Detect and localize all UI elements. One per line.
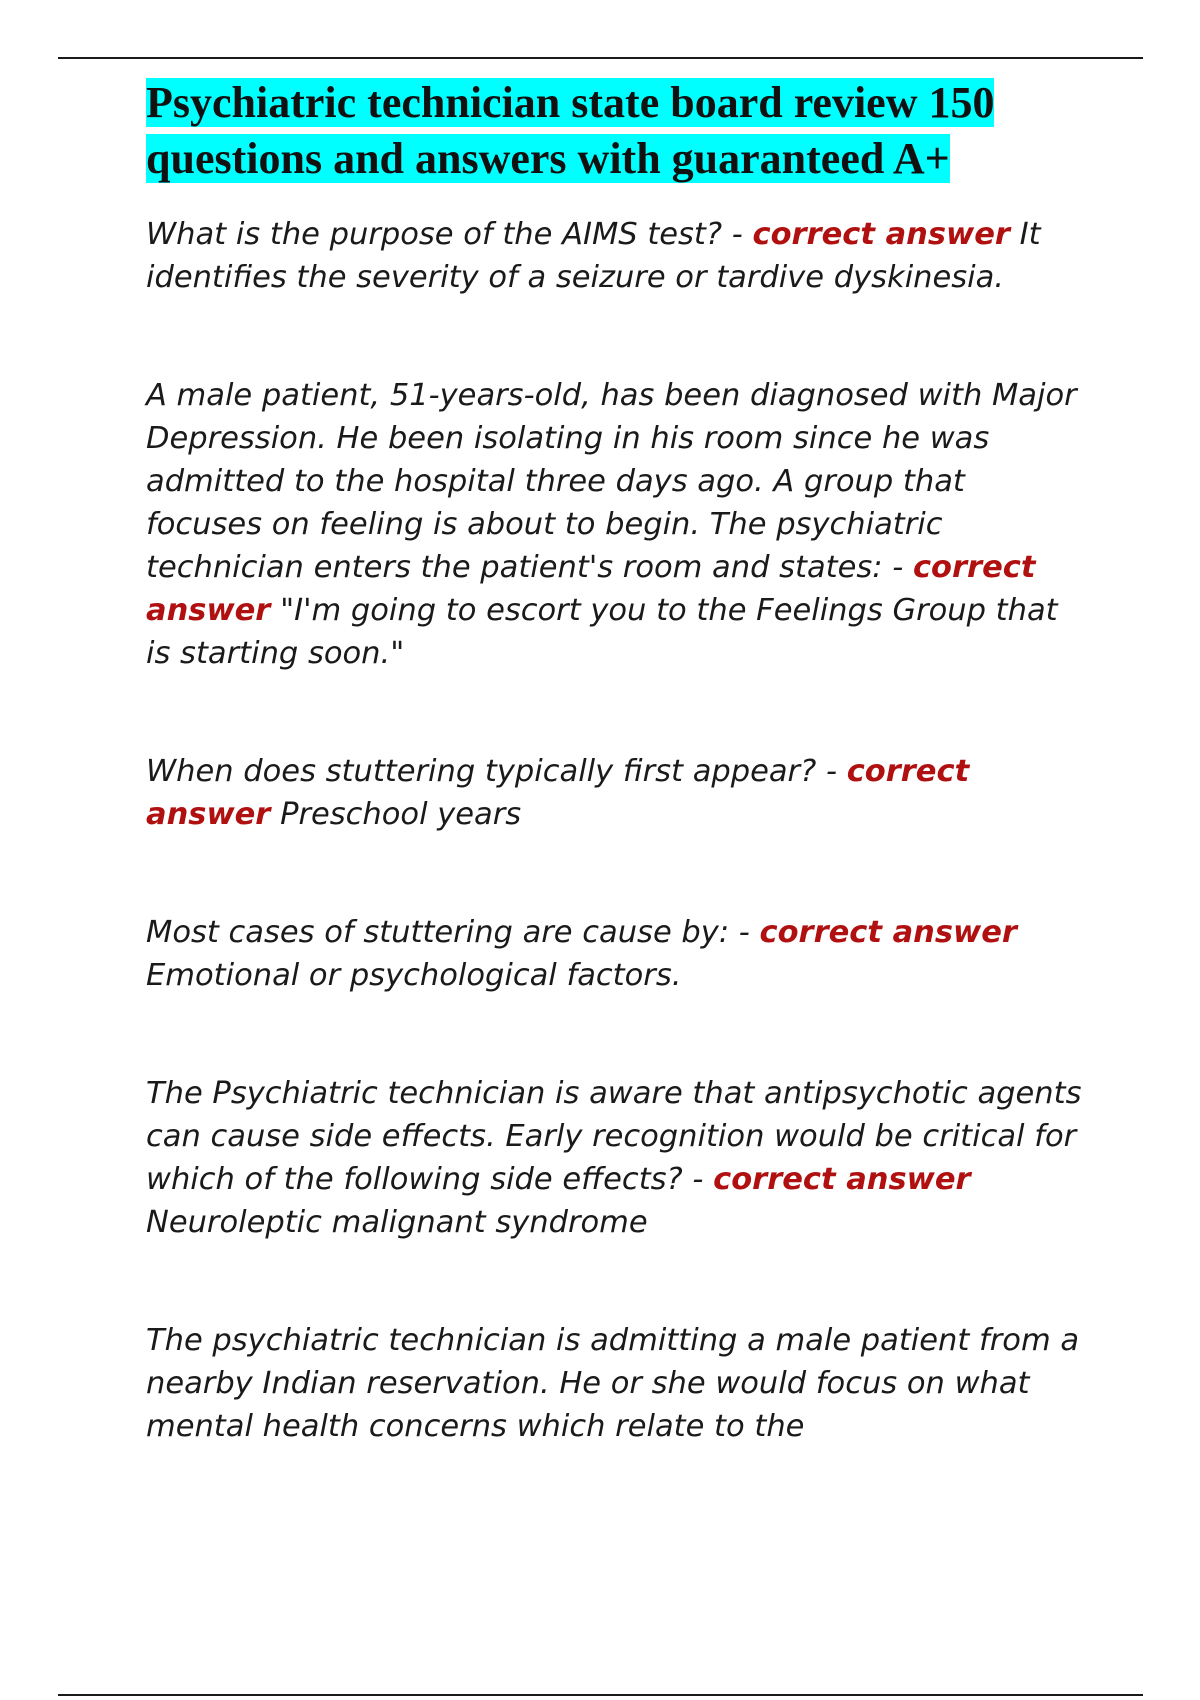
question-text: When does stuttering typically first appear? - [146,754,847,789]
correct-answer-label: correct answer [759,915,1017,950]
answer-text: Neuroleptic malignant syndrome [146,1205,648,1240]
qa-item-4 [146,911,1086,997]
question-text: What is the purpose of the AIMS test? - [146,217,753,252]
question-text: A male patient, 51-years-old, has been diagnosed with Major Depression. He been isolating in his room since he was admitted to the hospital three days ago. A group that focuses on feeling is about to begin. The psychiatric technician enters the patient's room and states: - [146,378,1077,585]
qa-item-3 [146,750,1086,836]
document-title-text: Psychiatric technician state board review 150 questions and answers with guaranteed A+ [146,78,995,183]
answer-text: "I'm going to escort you to the Feelings Group that is starting soon." [146,593,1058,671]
qa-item-1 [146,213,1086,299]
question-text: The Psychiatric technician is aware that antipsychotic agents can cause side effects. Early recognition would be critical for which of the following side effects? - [146,1076,1082,1197]
answer-text: It identifies the severity of a seizure or tardive dyskinesia. [146,217,1041,295]
correct-answer-label: correct answer [146,754,970,832]
question-text: Most cases of stuttering are cause by: - [146,915,760,950]
top-rule [58,57,1143,59]
page-content [146,75,1086,1448]
qa-item-5 [146,1072,1086,1244]
correct-answer-label: correct answer [713,1162,971,1197]
question-text: The psychiatric technician is admitting a male patient from a nearby Indian reservation. He or she would focus on what mental health concerns which relate to the [146,1323,1080,1444]
answer-text: Emotional or psychological factors. [146,958,682,993]
correct-answer-label: correct answer [146,550,1036,628]
correct-answer-label: correct answer [752,217,1010,252]
qa-item-6 [146,1319,1086,1448]
document-title [146,75,1086,187]
qa-item-2 [146,374,1086,675]
bottom-rule [58,1694,1143,1696]
answer-text: Preschool years [280,797,522,832]
